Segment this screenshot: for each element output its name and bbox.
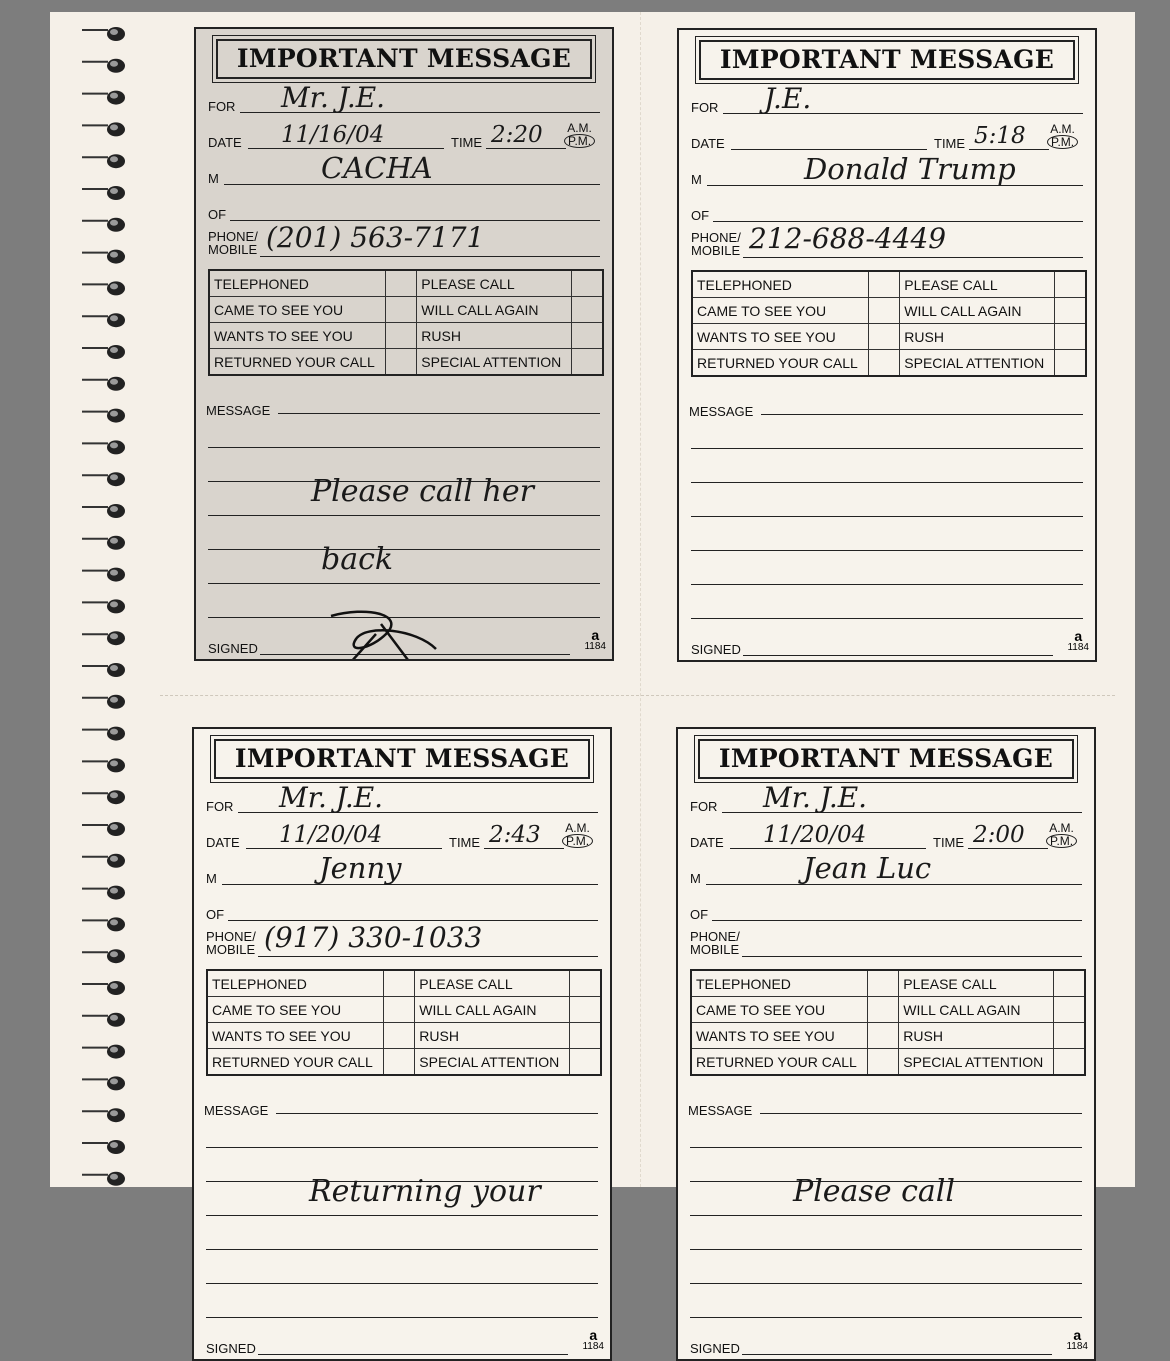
date-line: [248, 148, 444, 149]
option-row: [692, 350, 1086, 377]
option-row: [207, 970, 601, 997]
message-slip-1: [194, 27, 614, 661]
option-checkbox: [1054, 1049, 1086, 1076]
of-label: OF: [691, 208, 710, 223]
message-line: Returning your: [309, 1174, 541, 1209]
for-label: FOR: [208, 99, 236, 114]
am-label: A.M.: [1050, 122, 1075, 136]
option-label: CAME TO SEE YOU: [207, 997, 384, 1023]
phone-label-line2: MOBILE: [690, 942, 740, 957]
option-label: CAME TO SEE YOU: [692, 298, 869, 324]
am-label: A.M.: [1049, 821, 1074, 835]
of-label: OF: [206, 907, 225, 922]
option-label: WANTS TO SEE YOU: [207, 1023, 384, 1049]
option-checkbox: [1055, 350, 1087, 377]
option-checkbox: [1055, 298, 1087, 324]
option-label: SPECIAL ATTENTION: [415, 1049, 570, 1076]
option-label: TELEPHONED: [692, 271, 869, 298]
message-rule: [208, 549, 600, 550]
logo-mark: a: [1073, 1327, 1082, 1343]
option-checkbox: [386, 297, 417, 323]
for-label: FOR: [691, 100, 719, 115]
option-checkbox: [1054, 1023, 1086, 1049]
option-row: [207, 1049, 601, 1076]
date-label: DATE: [206, 835, 240, 850]
phone-label-line1: PHONE/: [691, 230, 741, 245]
message-rule: [690, 1317, 1082, 1318]
logo-mark: a: [589, 1327, 598, 1343]
message-rule: [691, 550, 1083, 551]
phone-line: [258, 956, 598, 957]
option-checkbox: [868, 1049, 899, 1076]
option-label: WILL CALL AGAIN: [899, 997, 1054, 1023]
phone-label: [208, 230, 258, 256]
phone-line: [743, 257, 1083, 258]
message-rule: [691, 448, 1083, 449]
message-rule: [691, 618, 1083, 619]
time-label: TIME: [933, 835, 965, 850]
phone-value: 212-688-4449: [749, 222, 947, 255]
time-label: TIME: [449, 835, 481, 850]
phone-line: [742, 956, 1082, 957]
signed-label: SIGNED: [208, 641, 258, 656]
option-label: RUSH: [899, 1023, 1054, 1049]
form-number: 1184: [1067, 642, 1089, 653]
option-label: TELEPHONED: [207, 970, 384, 997]
for-value: Mr. J.E.: [763, 781, 868, 814]
message-rule: [690, 1215, 1082, 1216]
phone-value: (201) 563-7171: [266, 221, 485, 254]
message-rule: [276, 1113, 598, 1114]
message-label: MESSAGE: [206, 403, 271, 418]
slip-title: IMPORTANT MESSAGE: [699, 40, 1075, 80]
option-row: [691, 1023, 1085, 1049]
time-line: [486, 148, 566, 149]
message-rule: [206, 1317, 598, 1318]
option-label: RETURNED YOUR CALL: [209, 349, 386, 376]
phone-label-line2: MOBILE: [691, 243, 741, 258]
phone-label-line2: MOBILE: [206, 942, 256, 957]
option-label: RUSH: [417, 323, 572, 349]
option-checkbox: [570, 1049, 602, 1076]
signed-line: [258, 1354, 568, 1355]
option-checkbox: [869, 350, 900, 377]
form-logo: [584, 629, 606, 653]
time-value: 2:20: [491, 122, 543, 148]
am-label: A.M.: [567, 121, 592, 135]
option-label: RUSH: [415, 1023, 570, 1049]
slip-title: IMPORTANT MESSAGE: [214, 739, 590, 779]
logo-mark: a: [591, 627, 600, 643]
m-line: [222, 884, 598, 885]
signed-label: SIGNED: [206, 1341, 256, 1356]
option-label: SPECIAL ATTENTION: [417, 349, 572, 376]
option-checkbox: [386, 323, 417, 349]
option-label: TELEPHONED: [209, 270, 386, 297]
caller-name: CACHA: [321, 151, 433, 185]
time-value: 5:18: [974, 123, 1026, 149]
time-line: [484, 848, 564, 849]
date-line: [730, 848, 926, 849]
m-label: M: [206, 871, 217, 886]
option-label: WANTS TO SEE YOU: [691, 1023, 868, 1049]
signed-label: SIGNED: [690, 1341, 740, 1356]
message-rule: [691, 482, 1083, 483]
message-rule: [760, 1113, 1082, 1114]
option-checkbox: [868, 970, 899, 997]
date-line: [246, 848, 442, 849]
option-checkbox: [868, 997, 899, 1023]
phone-label-line1: PHONE/: [208, 229, 258, 244]
signed-line: [743, 655, 1053, 656]
logo-mark: a: [1074, 628, 1083, 644]
for-value: Mr. J.E.: [279, 781, 384, 814]
option-label: PLEASE CALL: [415, 970, 570, 997]
message-slip-2: [677, 28, 1097, 662]
option-row: [692, 271, 1086, 298]
option-label: RUSH: [900, 324, 1055, 350]
option-row: [692, 298, 1086, 324]
option-row: [691, 1049, 1085, 1076]
option-checkbox: [1054, 997, 1086, 1023]
time-line: [968, 848, 1048, 849]
message-label: MESSAGE: [204, 1103, 269, 1118]
option-checkbox: [386, 270, 417, 297]
option-label: CAME TO SEE YOU: [691, 997, 868, 1023]
time-value: 2:43: [489, 822, 541, 848]
message-rule: [206, 1147, 598, 1148]
phone-line: [260, 256, 600, 257]
option-checkbox: [1054, 970, 1086, 997]
for-value: J.E.: [764, 82, 812, 115]
slip-title: IMPORTANT MESSAGE: [698, 739, 1074, 779]
options-table: [691, 270, 1087, 377]
signed-line: [742, 1354, 1052, 1355]
message-rule: [690, 1249, 1082, 1250]
option-row: [692, 324, 1086, 350]
option-label: SPECIAL ATTENTION: [900, 350, 1055, 377]
spiral-binding: [78, 22, 138, 1187]
of-label: OF: [208, 207, 227, 222]
option-label: PLEASE CALL: [417, 270, 572, 297]
option-label: WANTS TO SEE YOU: [209, 323, 386, 349]
date-label: DATE: [691, 136, 725, 151]
option-checkbox: [572, 349, 604, 376]
form-logo: [1066, 1329, 1088, 1353]
date-label: DATE: [208, 135, 242, 150]
message-rule: [761, 414, 1083, 415]
option-checkbox: [1055, 271, 1087, 298]
option-row: [209, 297, 603, 323]
option-checkbox: [572, 270, 604, 297]
form-number: 1184: [582, 1341, 604, 1352]
perforation-horizontal: [160, 695, 1115, 696]
pm-label: P.M.: [1046, 834, 1077, 848]
caller-name: Donald Trump: [804, 152, 1016, 186]
message-line: back: [321, 542, 394, 577]
option-label: WILL CALL AGAIN: [900, 298, 1055, 324]
option-label: PLEASE CALL: [899, 970, 1054, 997]
phone-label-line1: PHONE/: [206, 929, 256, 944]
message-rule: [208, 515, 600, 516]
option-label: PLEASE CALL: [900, 271, 1055, 298]
option-label: TELEPHONED: [691, 970, 868, 997]
option-checkbox: [570, 970, 602, 997]
option-checkbox: [384, 1049, 415, 1076]
message-rule: [206, 1215, 598, 1216]
message-rule: [208, 447, 600, 448]
of-line: [712, 920, 1082, 921]
caller-name: Jenny: [319, 851, 402, 885]
option-checkbox: [869, 271, 900, 298]
option-label: CAME TO SEE YOU: [209, 297, 386, 323]
caller-name: Jean Luc: [803, 851, 932, 885]
m-label: M: [208, 171, 219, 186]
option-checkbox: [869, 324, 900, 350]
option-checkbox: [869, 298, 900, 324]
option-row: [207, 1023, 601, 1049]
option-row: [207, 997, 601, 1023]
option-label: RETURNED YOUR CALL: [207, 1049, 384, 1076]
option-checkbox: [570, 1023, 602, 1049]
message-line: Please call her: [311, 474, 534, 509]
for-value: Mr. J.E.: [281, 81, 386, 114]
message-line: Please call: [793, 1174, 955, 1209]
option-label: RETURNED YOUR CALL: [692, 350, 869, 377]
message-rule: [206, 1249, 598, 1250]
date-value: 11/16/04: [281, 122, 385, 148]
option-label: WILL CALL AGAIN: [417, 297, 572, 323]
phone-label-line1: PHONE/: [690, 929, 740, 944]
phone-value: (917) 330-1033: [264, 921, 483, 954]
pm-label: P.M.: [562, 834, 593, 848]
option-row: [209, 270, 603, 297]
phone-label: [690, 930, 740, 956]
am-pm-indicator: [1047, 123, 1078, 149]
form-number: 1184: [1066, 1341, 1088, 1352]
option-checkbox: [384, 1023, 415, 1049]
option-row: [209, 349, 603, 376]
options-table: [690, 969, 1086, 1076]
option-label: WANTS TO SEE YOU: [692, 324, 869, 350]
form-number: 1184: [584, 641, 606, 652]
of-label: OF: [690, 907, 709, 922]
form-logo: [582, 1329, 604, 1353]
slip-title: IMPORTANT MESSAGE: [216, 39, 592, 79]
phone-label-line2: MOBILE: [208, 242, 258, 257]
option-label: WILL CALL AGAIN: [415, 997, 570, 1023]
message-rule: [208, 583, 600, 584]
am-label: A.M.: [565, 821, 590, 835]
time-value: 2:00: [973, 822, 1025, 848]
for-label: FOR: [206, 799, 234, 814]
message-rule: [690, 1283, 1082, 1284]
option-row: [691, 970, 1085, 997]
m-label: M: [691, 172, 702, 187]
message-rule: [691, 516, 1083, 517]
message-rule: [691, 584, 1083, 585]
option-label: RETURNED YOUR CALL: [691, 1049, 868, 1076]
option-checkbox: [386, 349, 417, 376]
pm-label: P.M.: [564, 134, 595, 148]
option-checkbox: [1055, 324, 1087, 350]
message-rule: [278, 413, 600, 414]
time-label: TIME: [934, 136, 966, 151]
option-row: [209, 323, 603, 349]
option-checkbox: [384, 970, 415, 997]
option-checkbox: [868, 1023, 899, 1049]
options-table: [206, 969, 602, 1076]
phone-label: [206, 930, 256, 956]
for-label: FOR: [690, 799, 718, 814]
option-row: [691, 997, 1085, 1023]
options-table: [208, 269, 604, 376]
date-value: 11/20/04: [279, 822, 383, 848]
message-rule: [690, 1147, 1082, 1148]
message-slip-4: [676, 727, 1096, 1361]
option-checkbox: [570, 997, 602, 1023]
phone-label: [691, 231, 741, 257]
am-pm-indicator: [562, 822, 593, 848]
am-pm-indicator: [1046, 822, 1077, 848]
message-rule: [206, 1283, 598, 1284]
perforation-vertical: [640, 12, 641, 1187]
m-label: M: [690, 871, 701, 886]
time-line: [969, 149, 1049, 150]
pm-label: P.M.: [1047, 135, 1078, 149]
signed-label: SIGNED: [691, 642, 741, 657]
option-checkbox: [572, 323, 604, 349]
message-slip-3: [192, 727, 612, 1361]
signature-scribble: [326, 604, 446, 661]
date-label: DATE: [690, 835, 724, 850]
message-label: MESSAGE: [688, 1103, 753, 1118]
form-logo: [1067, 630, 1089, 654]
option-label: SPECIAL ATTENTION: [899, 1049, 1054, 1076]
option-checkbox: [384, 997, 415, 1023]
option-checkbox: [572, 297, 604, 323]
time-label: TIME: [451, 135, 483, 150]
date-value: 11/20/04: [763, 822, 867, 848]
am-pm-indicator: [564, 122, 595, 148]
message-label: MESSAGE: [689, 404, 754, 419]
date-line: [731, 149, 927, 150]
